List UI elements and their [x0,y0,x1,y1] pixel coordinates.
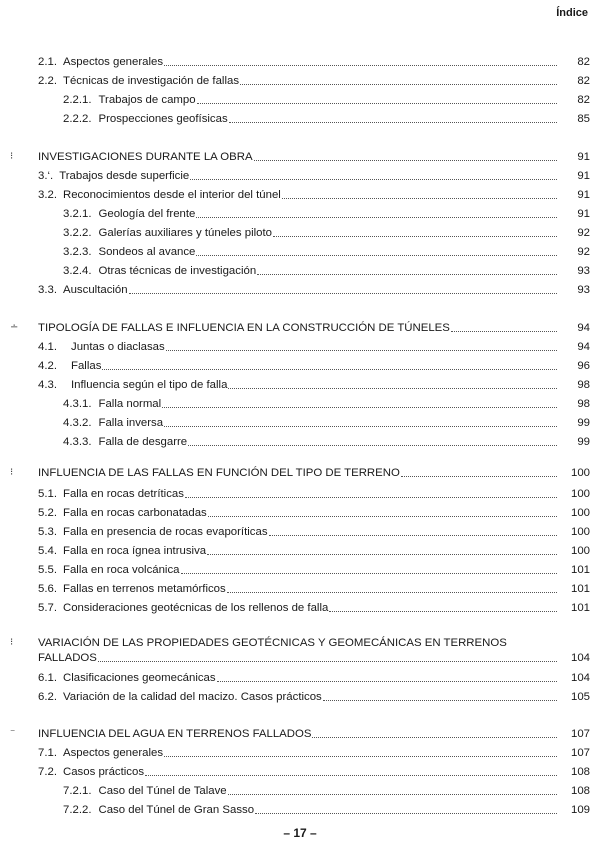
toc-entry-title: Falla de desgarre [98,436,188,448]
toc-entry[interactable] [38,283,558,297]
toc-page-number: 107 [570,728,590,740]
chapter-marker: ⁝ [10,151,14,162]
dot-leader [129,292,557,294]
dot-leader [164,64,557,66]
dot-leader [196,254,557,256]
toc-page-number: 94 [577,322,590,334]
toc-entry[interactable] [38,378,558,392]
toc-entry[interactable] [38,690,558,704]
toc-entry-title: Falla en rocas detríticas [63,488,184,500]
toc-entry[interactable] [38,55,558,69]
toc-entry-title: Falla en rocas carbonatadas [63,507,207,519]
dot-leader [273,235,557,237]
toc-entry-title: Aspectos generales [63,747,164,759]
toc-page-number: 100 [570,545,590,557]
toc-entry-title: Influencia según el tipo de falla [71,379,228,391]
toc-entry-title: INVESTIGACIONES DURANTE LA OBRA [38,151,253,163]
toc-entry[interactable] [63,226,558,240]
toc-entry-number: 4.3.3. [63,436,92,448]
toc-entry[interactable] [38,727,558,741]
dot-leader [190,178,557,180]
toc-entry-title: Casos prácticos [63,766,145,778]
chapter-marker: ∸ [10,322,19,333]
page-header-title: Índice [556,7,588,19]
toc-entry-title-continued: FALLADOS [38,652,97,664]
toc-entry-number: 7.2.2. [63,804,92,816]
toc-entry-title: Falla en roca ígnea intrusiva [63,545,207,557]
toc-entry[interactable] [38,525,558,539]
dot-leader [255,812,557,814]
toc-entry-title: Falla inversa [98,417,164,429]
toc-page-number: 82 [577,56,590,68]
toc-entry-number: 3.2.2. [63,227,92,239]
toc-entry[interactable] [63,112,558,126]
dot-leader [181,572,558,574]
toc-entry[interactable] [63,416,558,430]
toc-entry-title: Caso del Túnel de Gran Sasso [98,804,255,816]
toc-entry-title: Fallas [71,360,102,372]
toc-page-number: 105 [570,691,590,703]
toc-entry[interactable] [38,671,558,685]
toc-entry-title: TIPOLOGÍA DE FALLAS E INFLUENCIA EN LA CONSTRUCCIÓN DE TÚNELES [38,322,450,334]
toc-entry-number: 3.2.4. [63,265,92,277]
toc-entry-title: Caso del Túnel de Talave [98,785,227,797]
toc-entry-title: Variación de la calidad del macizo. Casos prácticos [63,691,322,703]
toc-entry-number: 3.2.1. [63,208,92,220]
toc-entry-number: 2.2.1. [63,94,92,106]
toc-entry-title: Aspectos generales [63,56,164,68]
toc-entry-number: 7.2.1. [63,785,92,797]
toc-entry[interactable] [38,321,558,335]
toc-entry-number: 3.3. [38,284,57,296]
toc-page-number: 82 [577,75,590,87]
toc-entry-title: Falla normal [98,398,162,410]
dot-leader [228,793,557,795]
toc-entry[interactable] [38,651,558,665]
toc-entry-number: 6.2. [38,691,57,703]
toc-entry-title: Prospecciones geofísicas [98,113,228,125]
toc-page-number: 99 [577,436,590,448]
toc-entry-number: 5.4. [38,545,57,557]
toc-entry-number: 4.3. [38,379,57,391]
dot-leader [312,736,557,738]
dot-leader [269,534,557,536]
dot-leader [208,515,557,517]
dot-leader [164,425,557,427]
dot-leader [196,216,557,218]
toc-page-number: 99 [577,417,590,429]
toc-entry[interactable] [63,245,558,259]
chapter-marker: ⁻ [10,728,16,739]
toc-entry[interactable] [38,188,558,202]
toc-entry-title: INFLUENCIA DEL AGUA EN TERRENOS FALLADOS [38,728,312,740]
toc-page-number: 85 [577,113,590,125]
dot-leader [451,330,557,332]
toc-page-number: 92 [577,246,590,258]
dot-leader [401,475,557,477]
dot-leader [282,197,557,199]
dot-leader [254,159,557,161]
toc-page-number: 93 [577,284,590,296]
dot-leader [166,349,557,351]
toc-page-number: 91 [577,189,590,201]
dot-leader [164,755,557,757]
toc-page-number: 94 [577,341,590,353]
toc-entry-number: 5.1. [38,488,57,500]
toc-entry-number: 5.2. [38,507,57,519]
toc-page-number: 101 [570,583,590,595]
toc-entry-number: 2.2. [38,75,57,87]
toc-entry-number: 7.1. [38,747,57,759]
toc-entry-number: 3.2.3. [63,246,92,258]
toc-entry[interactable] [38,150,558,164]
toc-entry[interactable] [38,466,558,480]
toc-entry[interactable] [63,207,558,221]
toc-page-number: 109 [570,804,590,816]
toc-entry[interactable] [38,746,558,760]
toc-entry-number: 5.3. [38,526,57,538]
toc-entry-number: 4.3.1. [63,398,92,410]
dot-leader [217,680,557,682]
dot-leader [257,273,557,275]
toc-entry-title: Trabajos desde superficie [59,170,190,182]
toc-entry-number: 5.6. [38,583,57,595]
toc-entry-title: Falla en roca volcánica [63,564,180,576]
toc-entry-title: Juntas o diaclasas [71,341,165,353]
toc-entry-number: 4.3.2. [63,417,92,429]
toc-page-number: 98 [577,398,590,410]
toc-entry[interactable] [38,169,558,183]
dot-leader [185,496,557,498]
toc-entry-title: Reconocimientos desde el interior del túnel [63,189,281,201]
toc-entry-number: 7.2. [38,766,57,778]
toc-entry-number: 5.5. [38,564,57,576]
toc-page-number: 96 [577,360,590,372]
toc-page-number: 93 [577,265,590,277]
toc-entry-number: 2.2.2. [63,113,92,125]
toc-page-number: 98 [577,379,590,391]
toc-entry[interactable] [38,506,558,520]
toc-entry[interactable] [38,359,558,373]
chapter-marker: ⁝ [10,637,14,648]
toc-entry-title: Falla en presencia de rocas evaporíticas [63,526,268,538]
toc-entry[interactable] [63,435,558,449]
toc-entry-number: 3.‘. [38,170,54,182]
toc-page-number: 101 [570,602,590,614]
toc-entry[interactable] [38,340,558,354]
toc-entry-title: VARIACIÓN DE LAS PROPIEDADES GEOTÉCNICAS Y GEOMECÁNICAS EN TERRENOS [38,637,507,649]
toc-entry-title: Técnicas de investigación de fallas [63,75,240,87]
toc-page-number: 100 [570,507,590,519]
toc-entry-number: 4.2. [38,360,57,372]
dot-leader [228,387,557,389]
toc-entry-number: 5.7. [38,602,57,614]
toc-page-number: 82 [577,94,590,106]
toc-page-number: 92 [577,227,590,239]
toc-page-number: 104 [570,672,590,684]
toc-page-number: 108 [570,785,590,797]
toc-entry-title: Clasificaciones geomecánicas [63,672,216,684]
toc-entry[interactable] [38,582,558,596]
toc-page-number: 104 [570,652,590,664]
toc-entry-title: Geología del frente [98,208,196,220]
toc-entry-title: Galerías auxiliares y túneles piloto [98,227,272,239]
dot-leader [145,774,557,776]
dot-leader [98,660,557,662]
dot-leader [323,699,557,701]
toc-page-number: 100 [570,488,590,500]
dot-leader [207,553,557,555]
dot-leader [162,406,557,408]
toc-entry-number: 6.1. [38,672,57,684]
toc-entry[interactable] [38,601,558,615]
toc-entry[interactable] [63,397,558,411]
chapter-marker: ⁝ [10,467,14,478]
toc-entry-title: Otras técnicas de investigación [98,265,257,277]
dot-leader [229,121,557,123]
toc-entry-title: Auscultación [63,284,128,296]
toc-entry-title: Trabajos de campo [98,94,196,106]
toc-entry-title: Fallas en terrenos metamórficos [63,583,226,595]
toc-entry[interactable] [63,264,558,278]
toc-page-number: 101 [570,564,590,576]
toc-entry[interactable] [63,784,558,798]
toc-entry-title: INFLUENCIA DE LAS FALLAS EN FUNCIÓN DEL TIPO DE TERRENO [38,467,400,479]
toc-entry[interactable] [38,544,558,558]
toc-entry[interactable] [38,74,558,88]
page-number: – 17 – [283,826,317,840]
dot-leader [240,83,557,85]
toc-entry-number: 4.1. [38,341,57,353]
dot-leader [102,368,557,370]
toc-page-number: 100 [570,526,590,538]
toc-page-number: 100 [570,467,590,479]
toc-page-number: 108 [570,766,590,778]
toc-entry[interactable] [38,487,558,501]
toc-entry-number: 3.2. [38,189,57,201]
dot-leader [197,102,557,104]
dot-leader [188,444,557,446]
dot-leader [227,591,557,593]
toc-entry-title: Consideraciones geotécnicas de los rellenos de falla [63,602,329,614]
toc-entry[interactable] [63,803,558,817]
toc-page-number: 107 [570,747,590,759]
toc-entry-title: Sondeos al avance [98,246,196,258]
toc-page-number: 91 [577,208,590,220]
toc-entry[interactable] [38,563,558,577]
toc-entry[interactable] [38,765,558,779]
toc-page-number: 91 [577,170,590,182]
toc-entry-number: 2.1. [38,56,57,68]
toc-page-number: 91 [577,151,590,163]
dot-leader [329,610,557,612]
toc-entry[interactable] [63,93,558,107]
